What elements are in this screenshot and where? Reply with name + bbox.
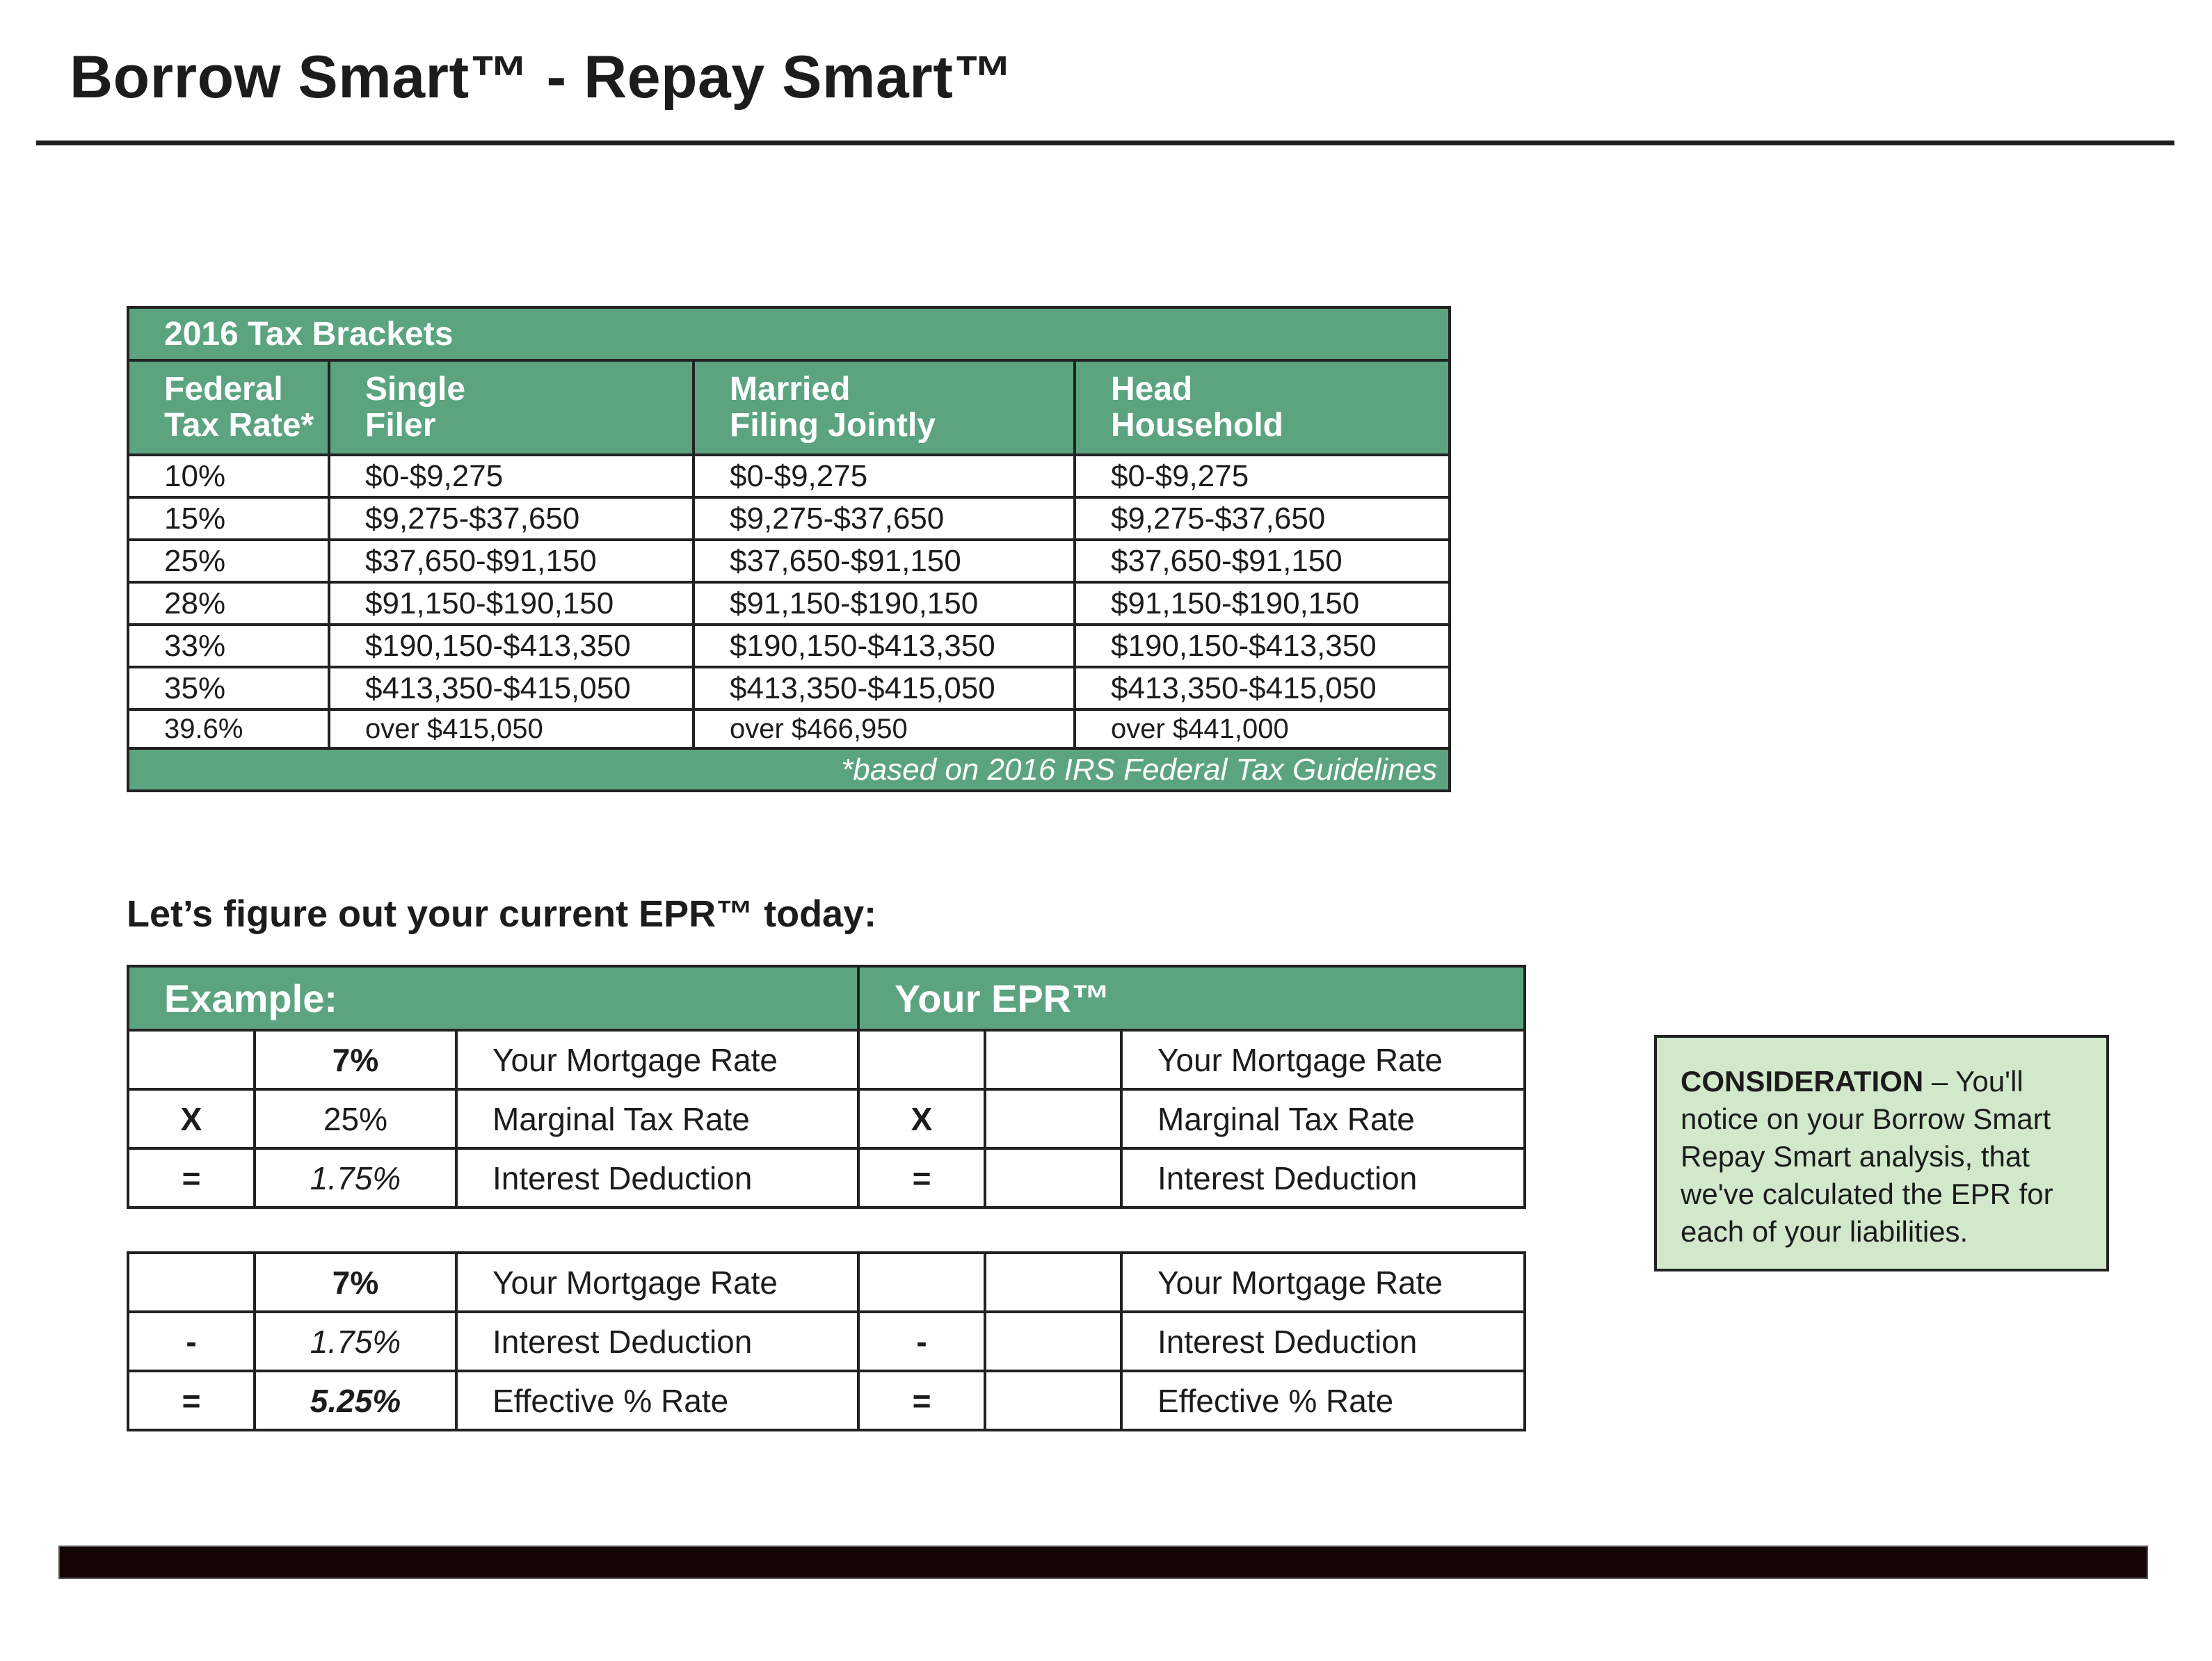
single-filer-cell: $9,275-$37,650 <box>329 497 694 540</box>
example-label-cell: Interest Deduction <box>456 1148 858 1207</box>
your-operator-cell: - <box>858 1312 985 1371</box>
head-household-cell: $91,150-$190,150 <box>1075 582 1450 625</box>
your-value-input-cell[interactable] <box>985 1312 1121 1371</box>
epr-calculation-table <box>127 965 1526 1209</box>
operator-cell: = <box>128 1148 255 1207</box>
header-line: Married <box>730 371 851 408</box>
example-header: Example: <box>128 966 858 1030</box>
married-jointly-cell: $190,150-$413,350 <box>694 625 1075 667</box>
tax-table-footer-row <box>128 748 1450 791</box>
your-operator-cell <box>858 1030 985 1089</box>
married-jointly-cell: $91,150-$190,150 <box>694 582 1075 625</box>
tax-rate-cell: 33% <box>128 625 329 667</box>
page-title: Borrow Smart™ - Repay Smart™ <box>70 44 1013 111</box>
operator-cell: X <box>128 1089 255 1148</box>
table-row <box>128 709 1450 748</box>
header-line: Household <box>1111 407 1283 444</box>
head-household-cell: $190,150-$413,350 <box>1075 625 1450 667</box>
consideration-callout <box>1654 1035 2109 1271</box>
your-label-cell: Your Mortgage Rate <box>1121 1030 1525 1089</box>
effective-rate-table <box>127 1251 1526 1431</box>
head-household-cell: $37,650-$91,150 <box>1075 540 1450 582</box>
header-line: Filer <box>365 407 436 444</box>
column-header-head-household <box>1075 360 1450 455</box>
tax-rate-cell: 28% <box>128 582 329 625</box>
epr-header-row <box>128 966 1525 1030</box>
header-line: Federal <box>164 371 283 408</box>
column-header-single-filer <box>329 360 694 455</box>
example-label-cell: Your Mortgage Rate <box>456 1030 858 1089</box>
tax-rate-cell: 10% <box>128 455 329 497</box>
example-value-cell: 7% <box>255 1030 456 1089</box>
example-label-cell: Your Mortgage Rate <box>456 1253 858 1312</box>
your-label-cell: Marginal Tax Rate <box>1121 1089 1525 1148</box>
table-row <box>128 625 1450 667</box>
example-value-cell: 1.75% <box>255 1148 456 1207</box>
example-value-cell: 7% <box>255 1253 456 1312</box>
table-row <box>128 1371 1525 1430</box>
single-filer-cell: $0-$9,275 <box>329 455 694 497</box>
single-filer-cell: $91,150-$190,150 <box>329 582 694 625</box>
single-filer-cell: $190,150-$413,350 <box>329 625 694 667</box>
tax-rate-cell: 35% <box>128 667 329 709</box>
your-operator-cell: X <box>858 1089 985 1148</box>
table-row <box>128 497 1450 540</box>
married-jointly-cell: $0-$9,275 <box>694 455 1075 497</box>
married-jointly-cell: $37,650-$91,150 <box>694 540 1075 582</box>
table-row <box>128 455 1450 497</box>
your-operator-cell <box>858 1253 985 1312</box>
married-jointly-cell: over $466,950 <box>694 709 1075 748</box>
your-operator-cell: = <box>858 1148 985 1207</box>
epr-section-heading: Let’s figure out your current EPR™ today: <box>127 893 877 935</box>
tax-rate-cell: 25% <box>128 540 329 582</box>
your-value-input-cell[interactable] <box>985 1148 1121 1207</box>
title-divider <box>36 141 2174 145</box>
header-line: Tax Rate* <box>164 407 314 444</box>
tax-table-footnote: *based on 2016 IRS Federal Tax Guidelines <box>128 748 1450 791</box>
your-label-cell: Interest Deduction <box>1121 1312 1525 1371</box>
tax-rate-cell: 15% <box>128 497 329 540</box>
consideration-title: CONSIDERATION <box>1681 1065 1924 1098</box>
your-label-cell: Interest Deduction <box>1121 1148 1525 1207</box>
example-value-cell: 25% <box>255 1089 456 1148</box>
single-filer-cell: $413,350-$415,050 <box>329 667 694 709</box>
example-label-cell: Effective % Rate <box>456 1371 858 1430</box>
example-label-cell: Interest Deduction <box>456 1312 858 1371</box>
header-line: Single <box>365 371 466 408</box>
married-jointly-cell: $413,350-$415,050 <box>694 667 1075 709</box>
header-line: Filing Jointly <box>730 407 936 444</box>
example-label-cell: Marginal Tax Rate <box>456 1089 858 1148</box>
your-operator-cell: = <box>858 1371 985 1430</box>
header-line: Head <box>1111 371 1193 408</box>
your-value-input-cell[interactable] <box>985 1371 1121 1430</box>
head-household-cell: $413,350-$415,050 <box>1075 667 1450 709</box>
tax-brackets-table <box>127 306 1451 792</box>
tax-table-title: 2016 Tax Brackets <box>128 307 1450 360</box>
operator-cell: = <box>128 1371 255 1430</box>
operator-cell <box>128 1253 255 1312</box>
table-row <box>128 1253 1525 1312</box>
your-value-input-cell[interactable] <box>985 1030 1121 1089</box>
column-header-federal-tax-rate <box>128 360 329 455</box>
table-row <box>128 1030 1525 1089</box>
table-row <box>128 540 1450 582</box>
operator-cell <box>128 1030 255 1089</box>
head-household-cell: $0-$9,275 <box>1075 455 1450 497</box>
table-row <box>128 667 1450 709</box>
married-jointly-cell: $9,275-$37,650 <box>694 497 1075 540</box>
table-row <box>128 1312 1525 1371</box>
your-epr-header: Your EPR™ <box>858 966 1525 1030</box>
example-value-cell: 1.75% <box>255 1312 456 1371</box>
your-value-input-cell[interactable] <box>985 1253 1121 1312</box>
column-header-married-filing-jointly <box>694 360 1075 455</box>
consideration-text: – You'll notice on your Borrow Smart Repay Smart analysis, that we've calculated the EPR for each of your liabilities. <box>1681 1065 2053 1248</box>
tax-table-header-row <box>128 360 1450 455</box>
table-row <box>128 1089 1525 1148</box>
single-filer-cell: over $415,050 <box>329 709 694 748</box>
tax-table-title-row <box>128 307 1450 360</box>
your-value-input-cell[interactable] <box>985 1089 1121 1148</box>
tax-rate-cell: 39.6% <box>128 709 329 748</box>
operator-cell: - <box>128 1312 255 1371</box>
head-household-cell: over $441,000 <box>1075 709 1450 748</box>
footer-bar <box>58 1546 2148 1579</box>
table-row <box>128 582 1450 625</box>
table-row <box>128 1148 1525 1207</box>
example-value-cell: 5.25% <box>255 1371 456 1430</box>
head-household-cell: $9,275-$37,650 <box>1075 497 1450 540</box>
your-label-cell: Effective % Rate <box>1121 1371 1525 1430</box>
single-filer-cell: $37,650-$91,150 <box>329 540 694 582</box>
your-label-cell: Your Mortgage Rate <box>1121 1253 1525 1312</box>
